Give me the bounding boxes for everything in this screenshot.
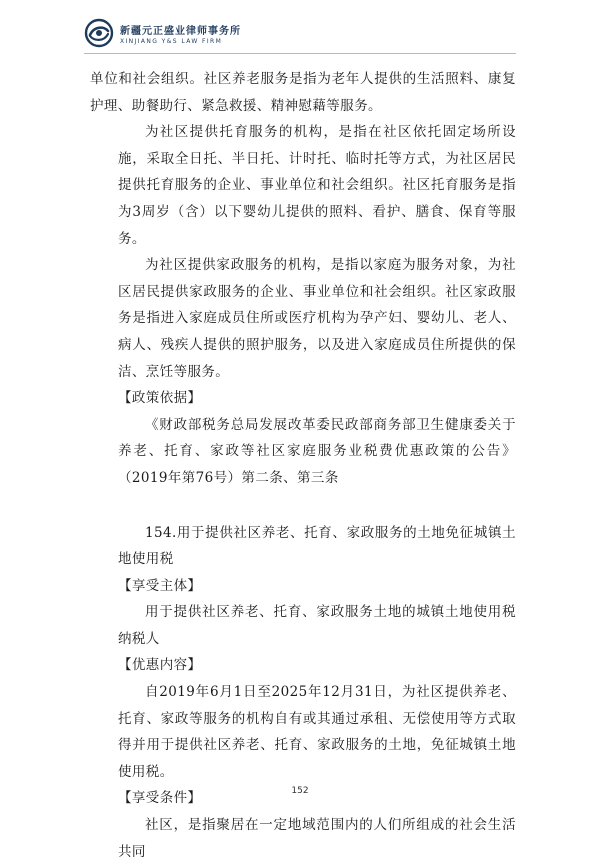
heading-policy-basis: 【政策依据】	[118, 390, 202, 407]
paragraph-beneficiary: 用于提供社区养老、托育、家政服务土地的城镇土地使用税纳税人	[118, 604, 516, 647]
firm-logo-icon	[84, 18, 114, 48]
heading-preferential-content: 【优惠内容】	[118, 657, 202, 674]
section-spacer	[118, 492, 516, 520]
item-title-154: 154.用于提供社区养老、托育、家政服务的土地免征城镇土地使用税	[118, 524, 516, 568]
paragraph-preferential-content: 自2019年6月1日至2025年12月31日，为社区提供养老、托育、家政等服务的机构自有或其通过承租、无偿使用等方式取得并用于提供社区养老、托育、家政服务的土地，免征城镇土地使用税。	[118, 684, 516, 780]
heading-conditions: 【享受条件】	[118, 790, 202, 807]
paragraph-childcare-institution: 为社区提供托育服务的机构，是指在社区依托固定场所设施，采取全日托、半日托、计时托、临时托等方式，为社区居民提供托育服务的企业、事业单位和社会组织。社区托育服务是指为3周岁（含）以下婴幼儿提供的照料、看护、膳食、保育等服务。	[118, 124, 516, 247]
firm-name-en: XINJIANG Y&S LAW FIRM	[120, 38, 223, 45]
page-number: 152	[291, 786, 309, 796]
paragraph-housekeeping-institution: 为社区提供家政服务的机构，是指以家庭为服务对象，为社区居民提供家政服务的企业、事业单位和社会组织。社区家政服务是指进入家庭成员住所或医疗机构为孕产妇、婴幼儿、老人、病人、残疾人提供的照护服务，以及进入家庭成员住所提供的保洁、烹饪等服务。	[118, 257, 516, 380]
paragraph-policy-basis: 《财政部税务总局发展改革委民政部商务部卫生健康委关于养老、托育、家政等社区家庭服务业税费优惠政策的公告》（2019年第76号）第二条、第三条	[118, 416, 516, 486]
document-body	[90, 66, 516, 865]
paragraph-community-elderly-care: 单位和社会组织。社区养老服务是指为老年人提供的生活照料、康复护理、助餐助行、紧急救援、精神慰藉等服务。	[90, 71, 516, 114]
heading-beneficiary: 【享受主体】	[118, 577, 202, 594]
paragraph-conditions: 社区，是指聚居在一定地域范围内的人们所组成的社会生活共同	[118, 817, 516, 860]
firm-name-cn: 新疆元正盛业律师事务所	[120, 26, 241, 37]
header-divider	[84, 53, 516, 54]
page-header	[84, 16, 524, 56]
